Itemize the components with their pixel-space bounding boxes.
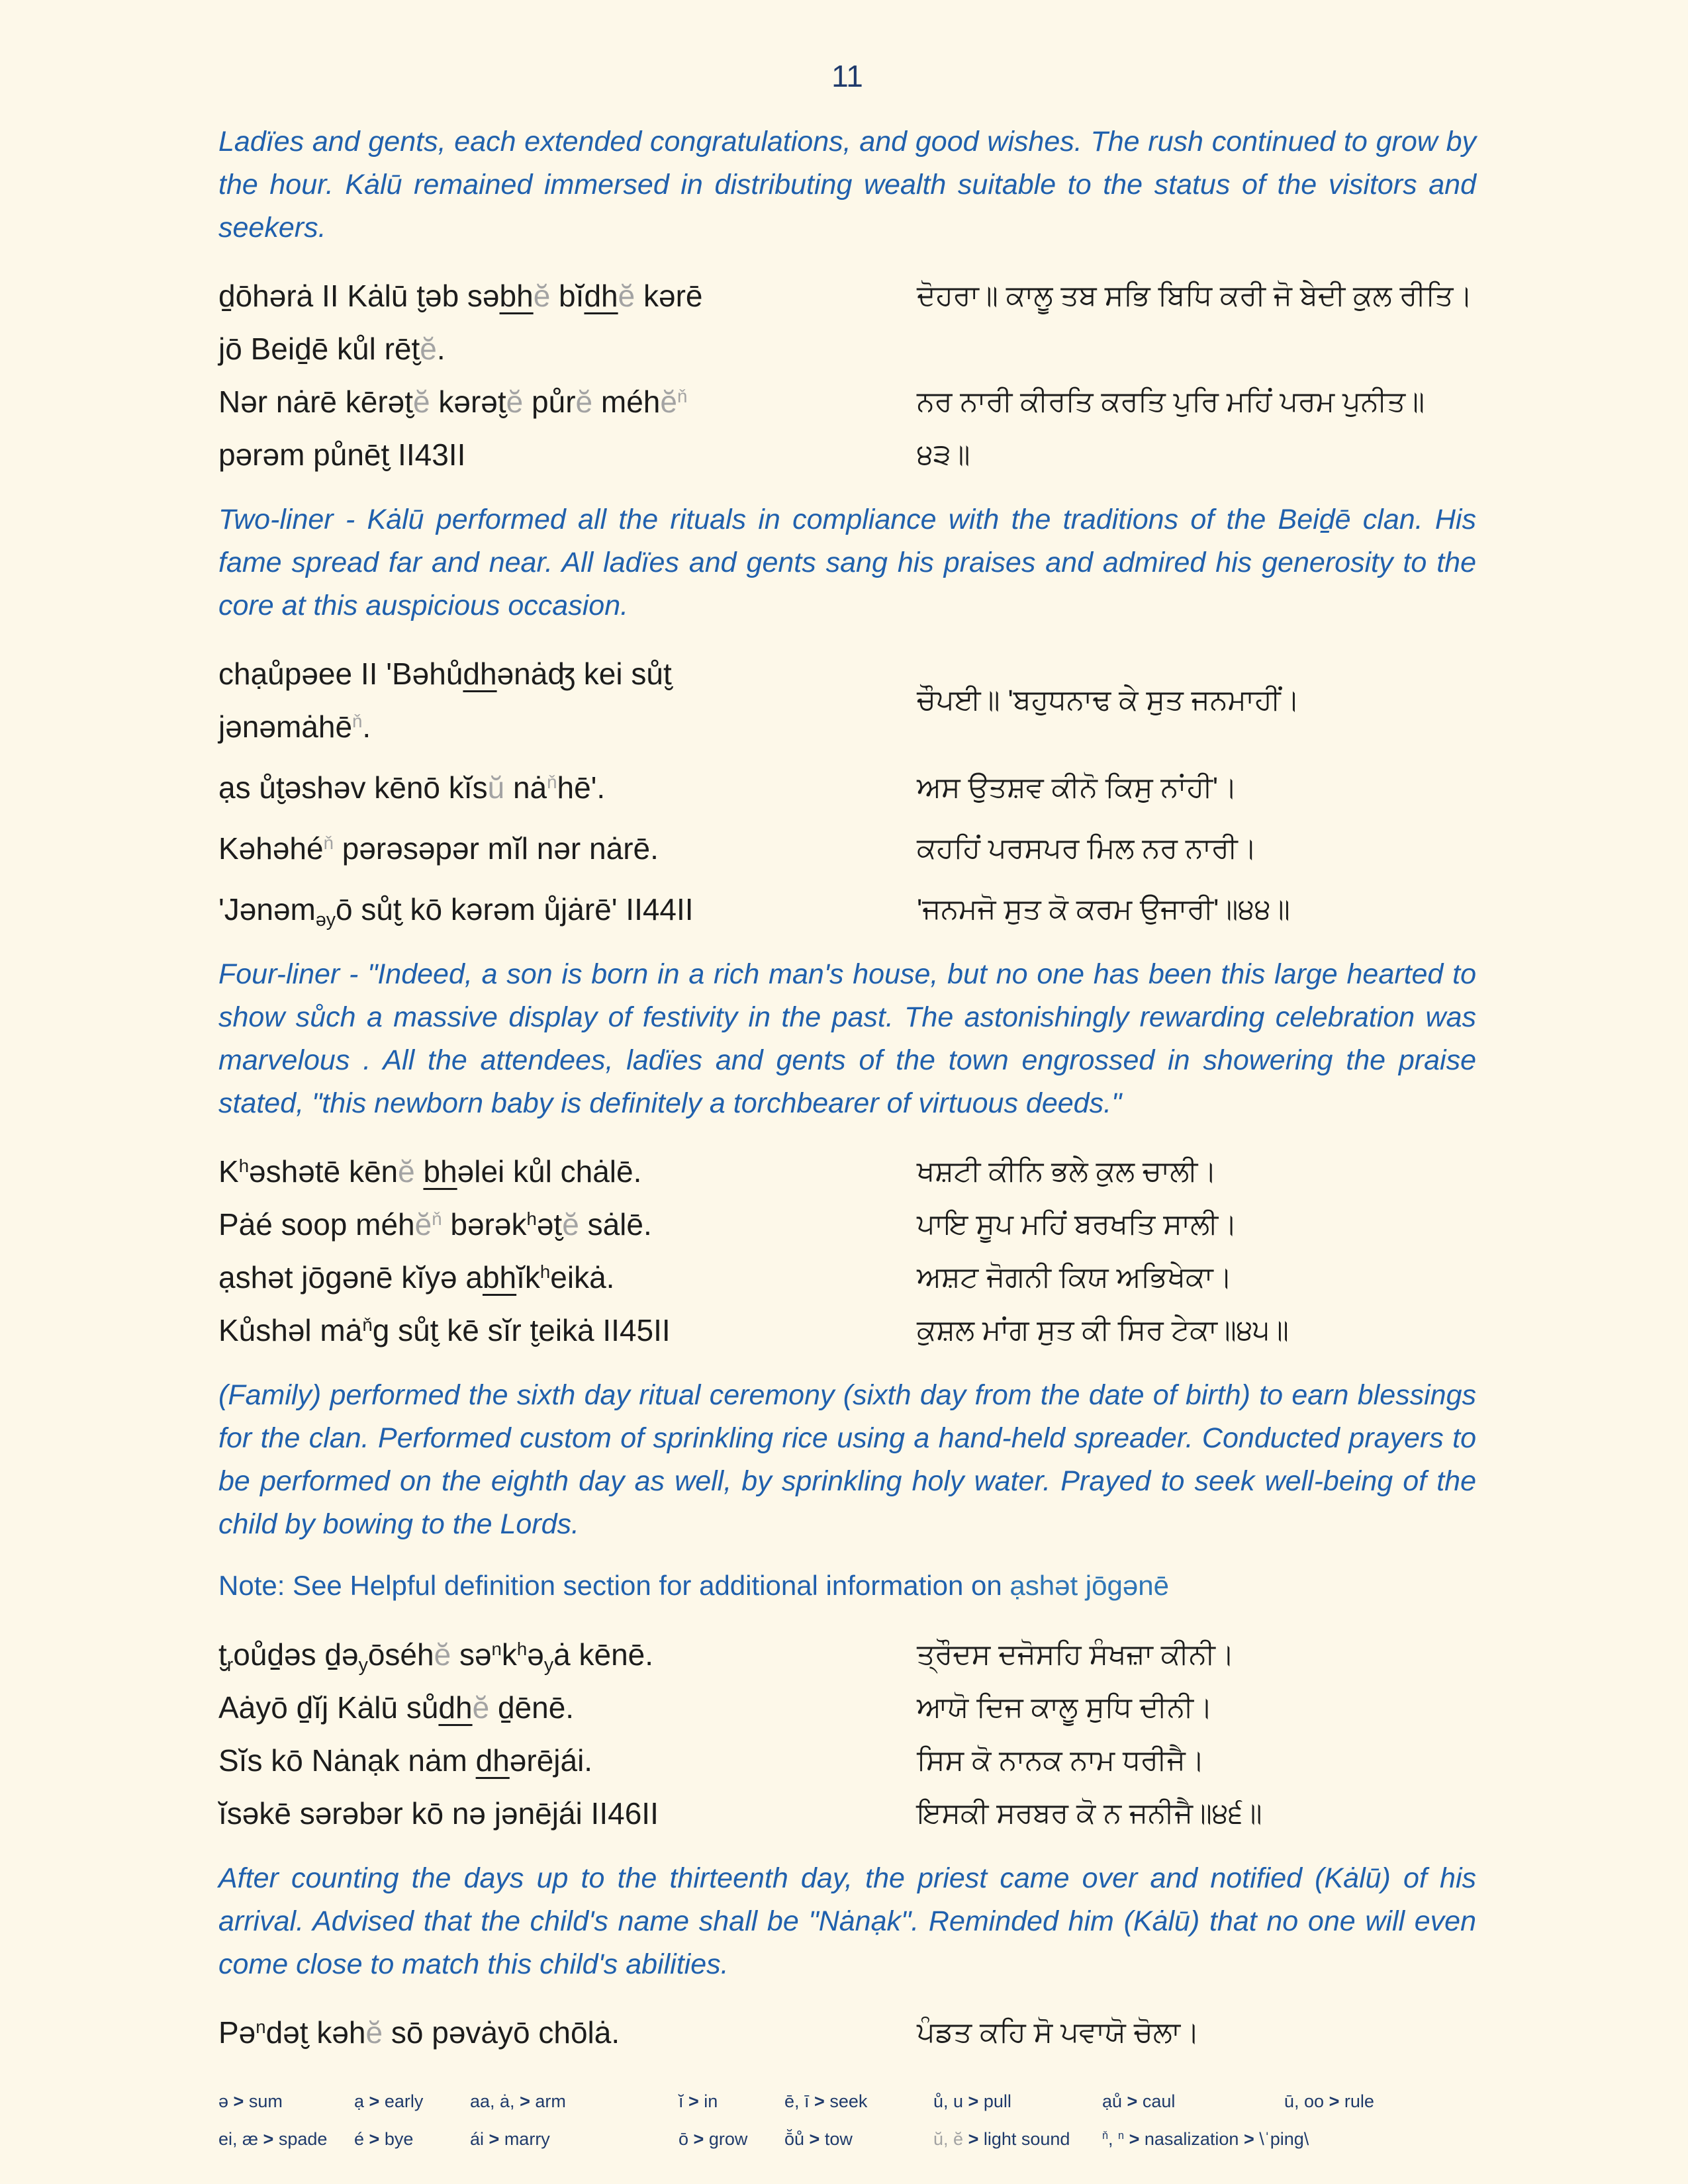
gurmukhi-line: ਚੌਪਈ॥ 'ਬਹੁਧਨਾਢ ਕੇ ਸੁਤ ਜਨਮਾਹੀਂ। [917,684,1300,716]
stanza-43-couplet-2 [218,375,1476,481]
gurmukhi-line: ਅਸ ਉਤਸ਼ਵ ਕੀਨੋ ਕਿਸੁ ਨਾਂਹੀ'। [917,772,1238,803]
transliteration-line: Pȧé soop méhĕ$^ň$ bərək$^h$ət̮ĕ sȧlē. [218,1207,652,1242]
gurmukhi-line: ਅਸ਼ਟ ਜੋਗਨੀ ਕਿਯ ਅਭਿਖੇਕਾ। [917,1261,1233,1293]
legend-entry: aa, ȧ, > arm [470,2091,566,2111]
stanza-46-line-4 [218,1787,1476,1840]
final-verse-line [218,2006,1476,2059]
stanza-45-line-2 [218,1198,1476,1251]
legend-entry: ə > sum [218,2091,283,2111]
translation-paragraph-two-liner: Two-liner - Kȧlū performed all the rituals in compliance with the traditions of the Beid̠ē clan. His fame spread far and near. All ladïes and gents sang his praises and admired his generosity to the core at this auspicious occasion. [218,504,1476,621]
page-number: 11 [831,59,863,93]
legend-entry: ō̆ů > tow [784,2128,853,2149]
final-line-pair [218,2006,1476,2059]
transliteration-line: $t̮_roůd̠əs$ d̠ə$_y$ōséhĕ $sə^nk^hə_yȧ$ kēnē. [218,1637,654,1676]
stanza-45-line-1 [218,1145,1476,1198]
transliteration-line: 'Jənəm$_{əy}$ō sůt̮ kō kərəm ůjȧrē' II44II [218,892,694,931]
gurmukhi-line: ਖਸ਼ਟੀ ਕੀਨਿ ਭਲੇ ਕੁਲ ਚਾਲੀ। [917,1156,1217,1187]
transliteration-line: ạs ůt̮əshəv kēnō kĭsŭ $nȧ^ňhē'$. [218,770,606,805]
transliteration-line: Kůshəl $mȧ^ňg$ sůt̮ kē sĭr t̮eikȧ II45II [218,1313,671,1347]
transliteration-line: Sĭs kō Nȧnạk nȧm dhərējái. [218,1743,593,1778]
transliteration-line: Aȧyō d̠ĭj Kȧlū sůdhĕ d̠ēnē. [218,1690,575,1725]
gurmukhi-line: ਇਸਕੀ ਸਰਬਰ ਕੋ ਨ ਜਨੀਜੈ॥੪੬॥ [917,1797,1262,1829]
note-text: Note: See Helpful definition section for additional information on [218,1570,1010,1601]
legend-entry: ŭ, ĕ > light sound [933,2128,1070,2149]
gurmukhi-line: ਤ੍ਰੌਦਸ ਦਜੋਸਹਿ ਸੰਖਜ਼ਾ ਕੀਨੀ। [917,1639,1235,1670]
stanza-46 [218,1628,1476,1840]
legend-entry: ĭ > in [679,2091,718,2111]
pronunciation-legend [218,2088,1476,2152]
stanza-44-line-3 [218,822,1476,875]
stanza-46-line-3 [218,1734,1476,1787]
stanza-45-line-4 [218,1304,1476,1357]
transliteration-line: ạshət jōgənē kĭyə abhĭk$^h$eikȧ. [218,1260,615,1295]
gurmukhi-line: ਪਾਇ ਸੂਪ ਮਹਿਂ ਬਰਖਤਿ ਸਾਲੀ। [917,1208,1238,1240]
stanza-44 [218,647,1476,936]
gurmukhi-line: ਆਯੋ ਦਿਜ ਕਾਲੂ ਸੁਧਿ ਦੀਨੀ। [917,1692,1213,1723]
transliteration-line: jō Beid̠ē kůl rēt̮ĕ. [218,332,445,366]
gurmukhi-line: 'ਜਨਮਜੋ ਸੁਤ ਕੋ ਕਰਮ ਉਜਾਰੀ'॥੪੪॥ [917,893,1290,925]
legend-entry: ē, ī > seek [784,2091,868,2111]
transliteration-line: chạůpəee II 'Bəhůdhənȧʤ kei sůt̮ [218,657,672,691]
gurmukhi-line: ਨਰ ਨਾਰੀ ਕੀਰਤਿ ਕਰਤਿ ਪੁਰਿ ਮਹਿਂ ਪਰਮ ਪੁਨੀਤ॥੪੩॥ [917,386,1425,471]
translation-paragraph-family: (Family) performed the sixth day ritual ceremony (sixth day from the date of birth) to earn blessings for the clan. Performed custom of sprinkling rice using a hand-held spreader. Conducted prayers to be performed on the eighth day as well, by sprinkling holy water. Prayed to seek well-being of the child by bowing to the Lords. [218,1379,1476,1540]
legend-entry: ạ > early [354,2091,424,2111]
legend-entry: ái > marry [470,2128,550,2149]
legend-entry: é > bye [354,2128,414,2149]
legend-entry: ei, æ > spade [218,2128,328,2149]
stanza-45 [218,1145,1476,1357]
legend-entry: ū, oo > rule [1284,2091,1374,2111]
legend-entry: ů, u > pull [933,2091,1011,2111]
transliteration-line: Kəhəhé$^ň$ pərəsəpər mĭl nər nȧrē. [218,831,659,866]
transliteration-line: pərəm půnēt̮ II43II [218,437,466,472]
translation-paragraph-intro: Ladïes and gents, each extended congratulations, and good wishes. The rush continued to grow by the hour. Kȧlū remained immersed in distributing wealth suitable to the status of the visitors and seekers. [218,126,1476,244]
gurmukhi-line: ਕੁਸ਼ਲ ਮਾਂਗ ਸੁਤ ਕੀ ਸਿਰ ਟੇਕਾ॥੪੫॥ [917,1314,1289,1346]
stanza-44-line-2 [218,761,1476,814]
gurmukhi-line: ਦੋਹਰਾ॥ ਕਾਲੂ ਤਬ ਸਭਿ ਬਿਧਿ ਕਰੀ ਜੋ ਬੇਦੀ ਕੁਲ ਰੀਤਿ। [917,280,1473,312]
legend-entry: $^ň$, $^n$ > nasalization > \ˈping\ [1102,2128,1309,2149]
transliteration-line: d̠ōhərȧ II Kȧlū t̮əb səbhĕ bĭdhĕ kərē [218,279,703,313]
stanza-43 [218,269,1476,481]
gurmukhi-line: ਕਹਹਿਂ ਪਰਸਪਰ ਮਿਲ ਨਰ ਨਾਰੀ। [917,833,1257,864]
translation-paragraph-naming: After counting the days up to the thirteenth day, the priest came over and notified (Kȧlū) of his arrival. Advised that the child's name shall be "Nȧnạk". Reminded him (Kȧlū) that no one will even come close to match this child's abilities. [218,1862,1476,1980]
note-line [218,1566,1476,1606]
transliteration-line: Pə$^n$dət̮ kəhĕ sō pəvȧyō chōlȧ. [218,2015,620,2050]
legend-entry: ạů > caul [1102,2091,1176,2111]
stanza-44-line-1 [218,647,1476,753]
gurmukhi-line: ਸਿਸ ਕੋ ਨਾਨਕ ਨਾਮ ਧਰੀਜੈ। [917,1745,1205,1776]
translation-paragraph-four-liner: Four-liner - "Indeed, a son is born in a rich man's house, but no one has been this large hearted to show sůch a massive display of festivity in the past. The astonishingly rewarding celebration was marvelous . All the attendees, ladïes and gents of the town engrossed in showering the praise stated, "this newborn baby is definitely a torchbearer of virtuous deeds." [218,958,1476,1119]
stanza-44-line-4 [218,883,1476,936]
note-term: ạshət jōgənē [1009,1570,1169,1601]
legend-entry: ō > grow [679,2128,748,2149]
gurmukhi-line: ਪੰਡਤ ਕਹਿ ਸੋ ਪਵਾਯੋ ਚੋਲਾ। [917,2017,1200,2048]
transliteration-line: jənəmȧhē$^ň$. [218,709,371,744]
stanza-43-couplet-1 [218,269,1476,375]
stanza-45-line-3 [218,1251,1476,1304]
stanza-46-line-2 [218,1681,1476,1734]
transliteration-line: Nər nȧrē kērət̮ĕ kərət̮ĕ půrĕ méhĕ$^ň$ [218,385,688,419]
transliteration-line: $K^həshətē$ kēnĕ bhəlei kůl chȧlē. [218,1154,642,1189]
stanza-46-line-1 [218,1628,1476,1681]
transliteration-line: ĭsəkē sərəbər kō nə jənējái II46II [218,1796,659,1831]
